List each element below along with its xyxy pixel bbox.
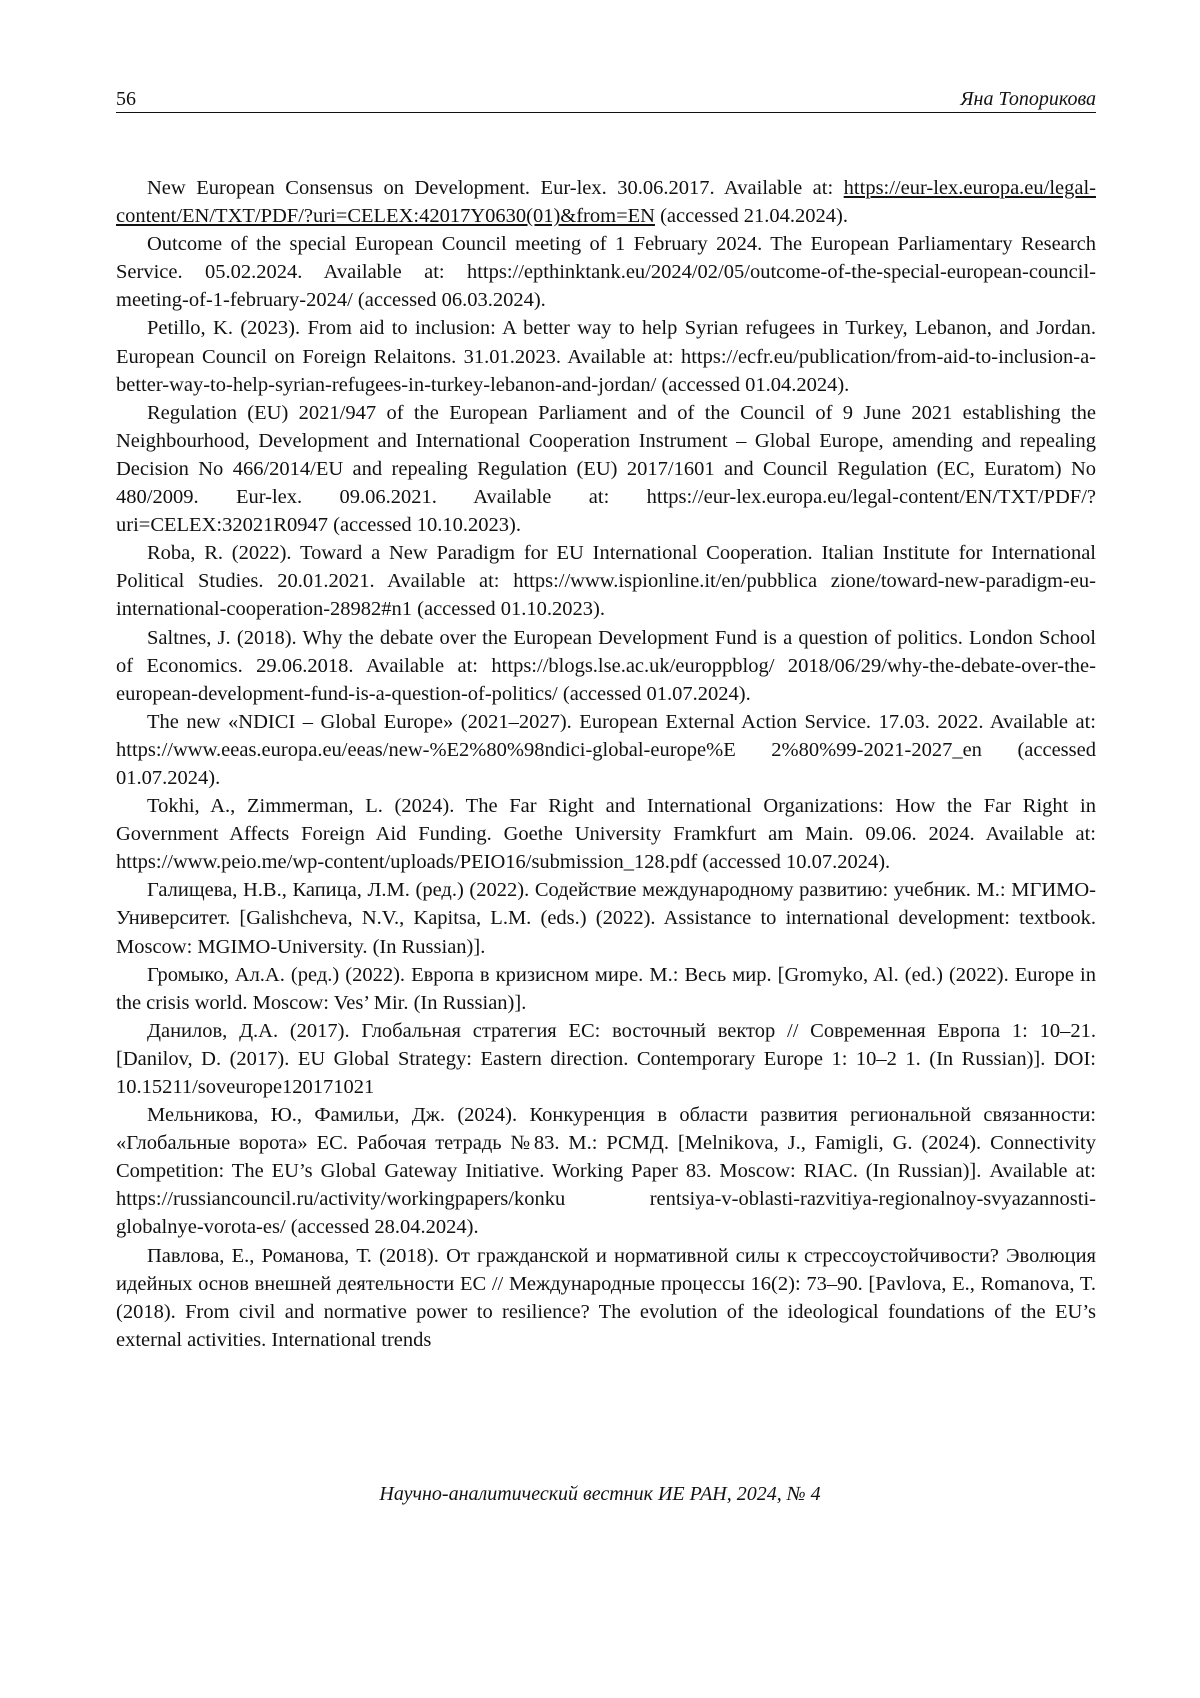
reference-item bbox=[116, 174, 1096, 230]
reference-item: Regulation (EU) 2021/947 of the European Parliament and of the Council of 9 June 2021 establishing the Neighbourhood, Development and International Cooperation Instrument – Global Europe, amending and repealing Decision No 466/2014/EU and repealing Regulation (EU) 2017/1601 and Council Regulation (EC, Euratom) No 480/2009. Eur-lex. 09.06.2021. Available at: https://eur-lex.europa.eu/legal-content/EN/TXT/PDF/?uri=CELEX:32021R0947 (accessed 10.10.2023). bbox=[116, 401, 1096, 537]
reference-item: The new «NDICI – Global Europe» (2021–2027). European External Action Service. 17.03. 2022. Available at: https://www.eeas.europa.eu/eeas/new-%E2%80%98ndici-global-europe%E 2%80%99-2021-2027_en (accessed 01.07.2024). bbox=[116, 710, 1096, 789]
reference-item: Saltnes, J. (2018). Why the debate over the European Development Fund is a question of politics. London School of Economics. 29.06.2018. Available at: https://blogs.lse.ac.uk/europpblog/ 2018/06/29/why-the-debate-over-the-european-development-fund-is-a-question-of-politics/ (accessed 01.07.2024). bbox=[116, 626, 1096, 705]
reference-item: Мельникова, Ю., Фамильи, Дж. (2024). Конкуренция в области развития региональной связанности: «Глобальные ворота» ЕС. Рабочая тетрадь №83. М.: РСМД. [Melnikova, J., Famigli, G. (2024). Connectivity Competition: The EU’s Global Gateway Initiative. Working Paper 83. Moscow: RIAC. (In Russian)]. Available at: https://russiancouncil.ru/activity/workingpapers/konku rentsiya-v-oblasti-razvitiya-regionalnoy-svyazannosti-globalnye-vorota-es/ (accessed 28.04.2024). bbox=[116, 1104, 1096, 1239]
reference-item: Павлова, Е., Романова, Т. (2018). От гражданской и нормативной силы к стрессоустойчивости? Эволюция идейных основ внешней деятельности ЕС // Международные процессы 16(2): 73–90. [Pavlova, E., Romanova, T. (2018). From civil and normative power to resilience? The evolution of the ideological foundations of the EU’s external activities. International trends bbox=[116, 1244, 1096, 1351]
reference-link[interactable]: https://eur-lex.europa.eu/legal-content/EN/TXT/PDF/?uri=CELEX:42017Y0630(01)&from=EN bbox=[116, 177, 1096, 228]
reference-text: New European Consensus on Development. Eur-lex. 30.06.2017. Available at: bbox=[147, 177, 844, 199]
reference-tail: (accessed 21.04.2024). bbox=[654, 205, 848, 228]
running-head-author: Яна Топорикова bbox=[960, 88, 1096, 110]
reference-list bbox=[116, 174, 1096, 1354]
reference-item: Галищева, Н.В., Капица, Л.М. (ред.) (2022). Содействие международному развитию: учебник. М.: МГИМО-Университет. [Galishcheva, N.V., Kapitsa, L.M. (eds.) (2022). Assistance to international development: textbook. Moscow: MGIMO-University. (In Russian)]. bbox=[116, 879, 1096, 958]
reference-item: Roba, R. (2022). Toward a New Paradigm for EU International Cooperation. Italian Institute for International Political Studies. 20.01.2021. Available at: https://www.ispionline.it/en/pubblica zione/toward-new-paradigm-eu-international-cooperation-28982#n1 (accessed 01.10.2023). bbox=[116, 542, 1096, 621]
journal-footer: Научно-аналитический вестник ИЕ РАН, 2024, № 4 bbox=[379, 1483, 821, 1505]
running-header bbox=[116, 84, 1096, 113]
reference-item: Outcome of the special European Council meeting of 1 February 2024. The European Parliamentary Research Service. 05.02.2024. Available at: https://epthinktank.eu/2024/02/05/outcome-of-the-special-european-council-meeting-of-1-february-2024/ (accessed 06.03.2024). bbox=[116, 233, 1096, 312]
page-number: 56 bbox=[116, 88, 136, 110]
reference-item: Tokhi, A., Zimmerman, L. (2024). The Far Right and International Organizations: How the Far Right in Government Affects Foreign Aid Funding. Goethe University Framkfurt am Main. 09.06. 2024. Available at: https://www.peio.me/wp-content/uploads/PEIO16/submission_128.pdf (accessed 10.07.2024). bbox=[116, 795, 1096, 874]
reference-item: Petillo, K. (2023). From aid to inclusion: A better way to help Syrian refugees in Turkey, Lebanon, and Jordan. European Council on Foreign Relaitons. 31.01.2023. Available at: https://ecfr.eu/publication/from-aid-to-inclusion-a-better-way-to-help-syrian-refugees-in-turkey-lebanon-and-jordan/ (accessed 01.04.2024). bbox=[116, 317, 1096, 396]
reference-item: Данилов, Д.А. (2017). Глобальная стратегия ЕС: восточный вектор // Современная Европа 1: 10–21. [Danilov, D. (2017). EU Global Strategy: Eastern direction. Contemporary Europe 1: 10–2 1. (In Russian)]. DOI: 10.15211/soveurope120171021 bbox=[116, 1019, 1096, 1098]
reference-item: Громыко, Ал.А. (ред.) (2022). Европа в кризисном мире. М.: Весь мир. [Gromyko, Al. (ed.) (2022). Europe in the crisis world. Moscow: Ves’ Mir. (In Russian)]. bbox=[116, 963, 1096, 1014]
